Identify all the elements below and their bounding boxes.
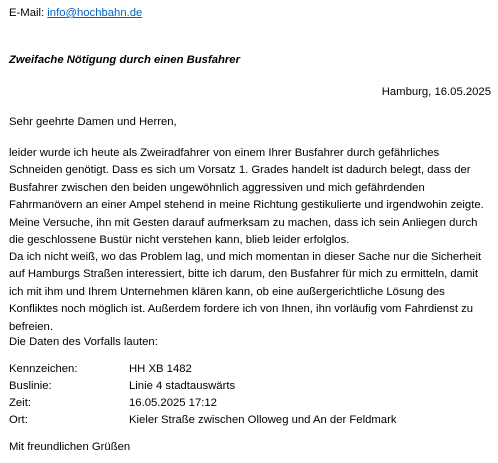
detail-row-location [9, 414, 397, 426]
detail-value: Kieler Straße zwischen Olloweg und An der Feldmark [129, 414, 397, 426]
email-line [9, 7, 142, 19]
detail-row-time [9, 397, 217, 409]
body-paragraph-1: leider wurde ich heute als Zweiradfahrer von einem Ihrer Busfahrer durch gefährliches Schneiden genötigt. Dass es sich um Vorsatz 1. Grades handelt ist dadurch belegt, dass der Busfahrer zwischen den beiden ungewöhnlich aggressiven und mich gefährdenden Fahrmanövern an einer Ampel stehend in meine Richtung gestikulierte und irgendwohin zeigte. Meine Versuche, ihn mit Gesten darauf aufmerksam zu machen, dass ich sein Anliegen durch die geschlossene Bustür nicht verstehen kann, blieb leider erfolglos. [9, 147, 484, 247]
email-link[interactable]: info@hochbahn.de [47, 7, 143, 19]
detail-label: Ort: [9, 414, 28, 426]
detail-row-line [9, 380, 236, 392]
email-label: E-Mail: [9, 7, 48, 19]
detail-row-plate [9, 363, 192, 375]
detail-value: Linie 4 stadtauswärts [129, 380, 236, 392]
data-intro: Die Daten des Vorfalls lauten: [9, 336, 158, 348]
place-date: Hamburg, 16.05.2025 [381, 86, 491, 98]
closing: Mit freundlichen Grüßen [9, 441, 131, 453]
detail-value: HH XB 1482 [129, 363, 192, 375]
detail-label: Zeit: [9, 397, 31, 409]
salutation: Sehr geehrte Damen und Herren, [9, 116, 177, 128]
letter-subject: Zweifache Nötigung durch einen Busfahrer [9, 54, 240, 66]
detail-label: Kennzeichen: [9, 363, 78, 375]
body-paragraph-2: Da ich nicht weiß, wo das Problem lag, und mich momentan in dieser Sache nur die Sicherheit auf Hamburgs Straßen interessiert, bitte ich darum, den Busfahrer für mich zu ermitteln, damit ich mit ihm und Ihrem Unternehmen klären kann, ob eine außergerichtliche Lösung des Konfliktes noch möglich ist. Außerdem fordere ich von Ihnen, ihn vorläufig vom Fahrdienst zu befreien. [9, 251, 482, 333]
detail-value: 16.05.2025 17:12 [129, 397, 217, 409]
detail-label: Buslinie: [9, 380, 52, 392]
